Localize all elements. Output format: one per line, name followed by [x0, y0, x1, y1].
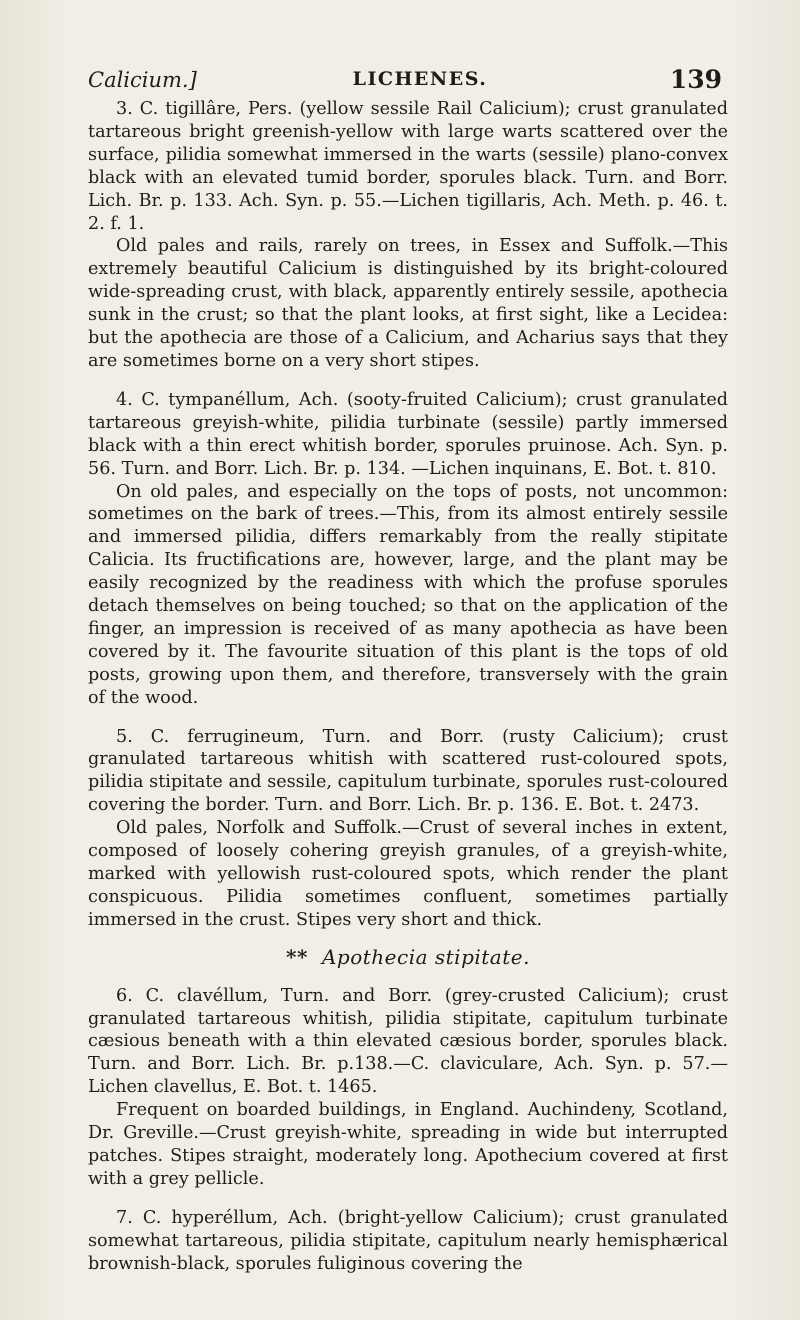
entry-4-description: 4. C. tympanéllum, Ach. (sooty-fruited Calicium); crust granulated tartareous greyish-white, pilidia turbinate (sessile) partly immersed black with a thin erect whitish border, sporules pruinose. Ach. Syn. p. 56. Turn. and Borr. Lich. Br. p. 134. —Lichen inquinans, E. Bot. t. 810. [88, 389, 728, 479]
section-heading [88, 946, 728, 969]
entry-7-description: 7. C. hyperéllum, Ach. (bright-yellow Calicium); crust granulated somewhat tartareous, pilidia stipitate, capitulum nearly hemisphærical brownish-black, sporules fuliginous covering the [88, 1207, 728, 1274]
running-header [88, 65, 722, 98]
entry-3-notes: Old pales and rails, rarely on trees, in Essex and Suffolk.—This extremely beautiful Calicium is distinguished by its bright-coloured wide-spreading crust, with black, apparently entirely sessile, apothecia sunk in the crust; so that the plant looks, at first sight, like a Lecidea: but the apothecia are those of a Calicium, and Acharius says that they are sometimes borne on a very short stipes. [88, 236, 728, 371]
entry-6-notes: Frequent on boarded buildings, in England. Auchindeny, Scotland, Dr. Greville.—Crust greyish-white, spreading in wide but interrupted patches. Stipes straight, moderately long. Apothecium covered at first with a grey pellicle. [88, 1100, 728, 1189]
page-number: 139 [669, 65, 722, 94]
entry-3-description: 3. C. tigillâre, Pers. (yellow sessile Rail Calicium); crust granulated tartareous bright greenish-yellow with large warts scattered over the surface, pilidia somewhat immersed in the warts (sessile) plano-convex black with an elevated tumid border, sporules black. Turn. and Borr. Lich. Br. p. 133. Ach. Syn. p. 55.—Lichen tigillaris, Ach. Meth. p. 46. t. 2. f. 1. [88, 99, 728, 234]
entry-5-description: 5. C. ferrugineum, Turn. and Borr. (rusty Calicium); crust granulated tartareous whitish with scattered rust-coloured spots, pilidia stipitate and sessile, capitulum turbinate, sporules rust-coloured covering the border. Turn. and Borr. Lich. Br. p. 136. E. Bot. t. 2473. [88, 726, 728, 816]
page-body [88, 98, 728, 1276]
entry-6-description: 6. C. clavéllum, Turn. and Borr. (grey-crusted Calicium); crust granulated tartareous whitish, pilidia stipitate, capitulum turbinate cæsious beneath with a thin elevated cæsious border, sporules black. Turn. and Borr. Lich. Br. p.138.—C. claviculare, Ach. Syn. p. 57.—Lichen clavellus, E. Bot. t. 1465. [88, 985, 728, 1098]
entry-5-notes: Old pales, Norfolk and Suffolk.—Crust of several inches in extent, composed of loosely cohering greyish granules, of a greyish-white, marked with yellowish rust-coloured spots, which render the plant conspicuous. Pilidia sometimes confluent, sometimes partially immersed in the crust. Stipes very short and thick. [88, 818, 728, 930]
running-head-genus: Calicium.] [88, 68, 197, 92]
entry-4-notes: On old pales, and especially on the tops of posts, not uncommon: sometimes on the bark of trees.—This, from its almost entirely sessile and immersed pilidia, differs remarkably from the really stipitate Calicia. Its fructifications are, however, large, and the plant may be easily recognized by the readiness with which the profuse sporules detach themselves on being touched; so that on the application of the finger, an impression is received of as many apothecia as have been covered by it. The favourite situation of this plant is the tops of old posts, growing upon them, and therefore, transversely with the grain of the wood. [88, 481, 728, 708]
running-head-title: LICHENES. [352, 68, 488, 90]
section-heading-title: Apothecia stipitate. [321, 944, 530, 969]
section-heading-stars: ** [286, 944, 308, 969]
